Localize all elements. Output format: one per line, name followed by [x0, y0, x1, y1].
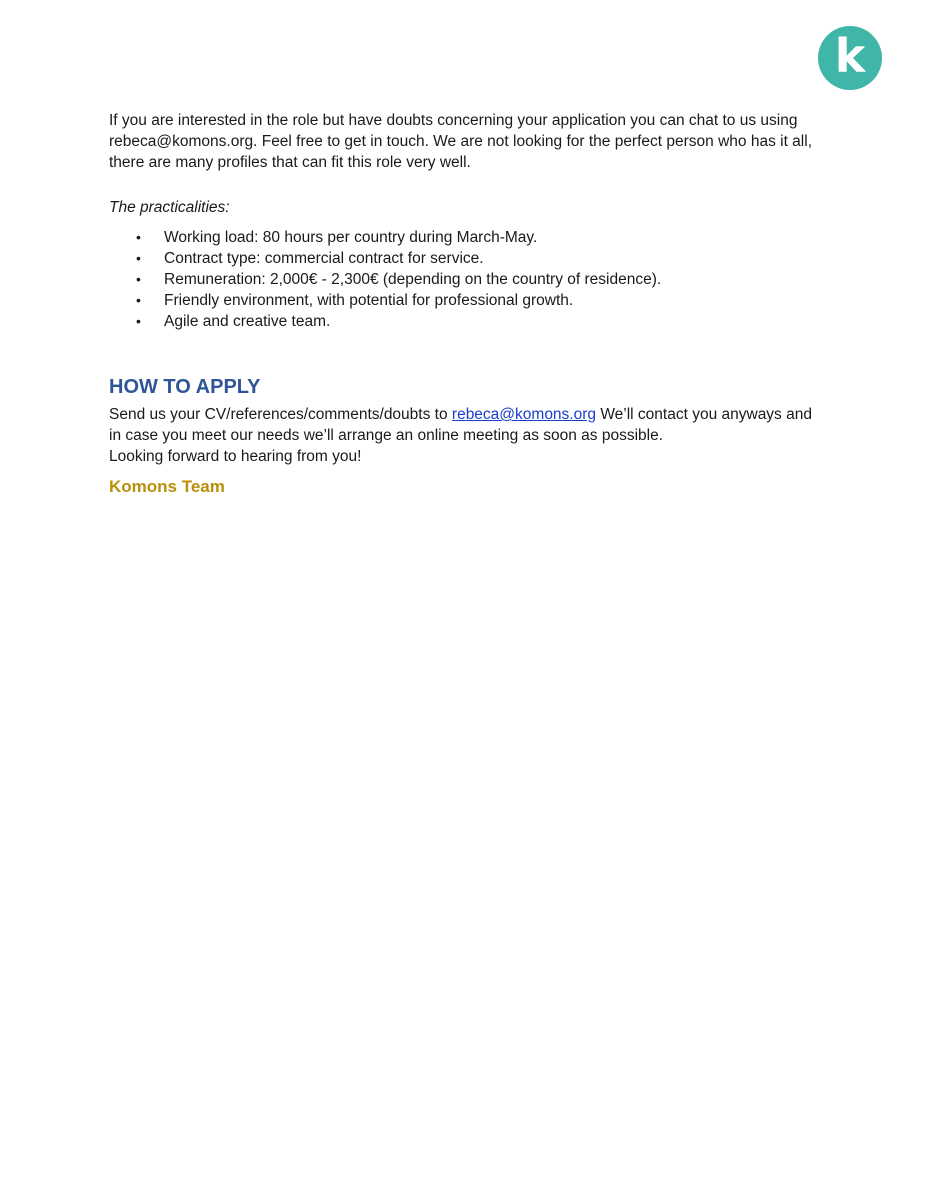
intro-line-1: If you are interested in the role but have doubts concerning your application you can chat to us using — [109, 112, 798, 129]
intro-line-3: there are many profiles that can fit this role very well. — [109, 154, 471, 171]
list-item — [136, 311, 819, 332]
bullet-icon: • — [136, 229, 141, 245]
how-to-apply-paragraph — [109, 404, 819, 467]
signature: Komons Team — [109, 477, 225, 496]
list-item — [136, 269, 819, 290]
document-body — [109, 110, 819, 498]
komons-logo — [818, 26, 882, 90]
list-item-text: Agile and creative team. — [164, 313, 331, 330]
email-link[interactable]: rebeca@komons.org — [451, 406, 597, 423]
how-to-apply-title: HOW TO APPLY — [109, 376, 261, 398]
bullet-icon: • — [136, 292, 141, 308]
intro-paragraph — [109, 110, 819, 173]
list-item — [136, 227, 819, 248]
apply-line-3: Looking forward to hearing from you! — [109, 448, 362, 465]
bullet-icon: • — [136, 271, 141, 287]
apply-line-1-prefix: Send us your CV/references/comments/doubts to — [109, 406, 452, 423]
list-item-text: Friendly environment, with potential for professional growth. — [164, 292, 574, 309]
list-item — [136, 248, 819, 269]
list-item-text: Contract type: commercial contract for service. — [164, 250, 484, 267]
apply-line-2: in case you meet our needs we’ll arrange an online meeting as soon as possible. — [109, 427, 664, 444]
logo-letter: k — [834, 29, 866, 83]
list-item-text: Remuneration: 2,000€ - 2,300€ (depending on the country of residence). — [164, 271, 662, 288]
bullet-icon: • — [136, 250, 141, 266]
apply-line-1-suffix: We’ll contact you anyways and — [596, 406, 812, 423]
bullet-icon: • — [136, 313, 141, 329]
list-item — [136, 290, 819, 311]
list-item-text: Working load: 80 hours per country during March-May. — [164, 229, 538, 246]
apply-line-1 — [109, 404, 819, 425]
practicalities-list — [109, 227, 819, 332]
intro-line-2: rebeca@komons.org. Feel free to get in touch. We are not looking for the perfect person who has it all, — [109, 133, 812, 150]
practicalities-heading: The practicalities: — [109, 199, 230, 216]
